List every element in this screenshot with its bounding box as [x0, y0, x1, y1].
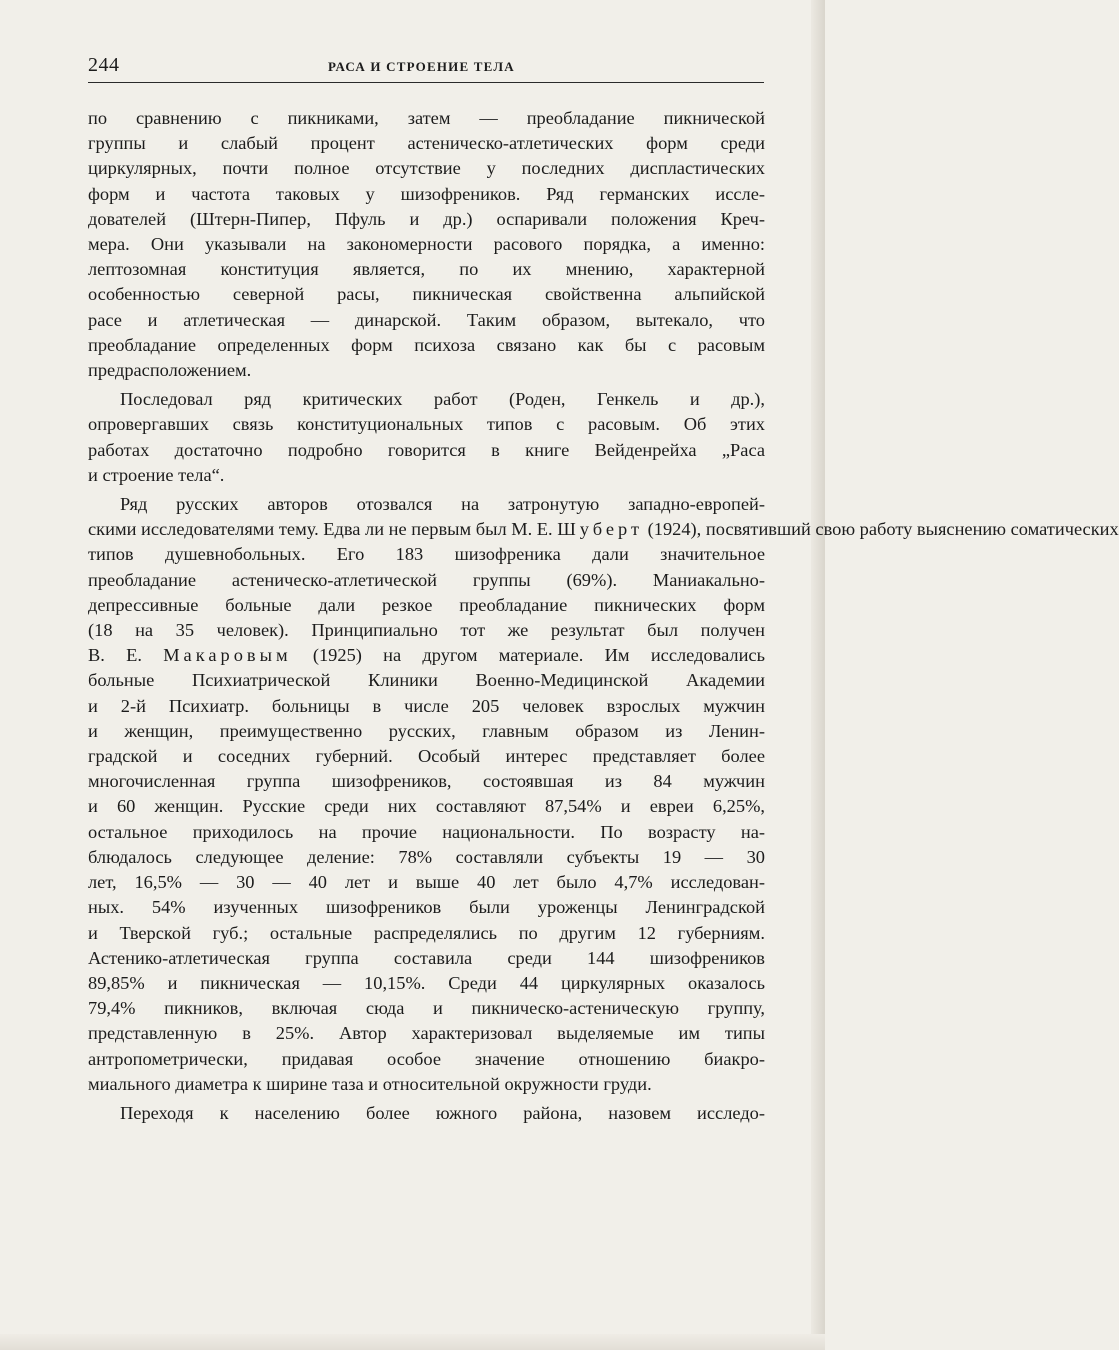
text-line: мера. Они указывали на закономерности расового порядка, а именно:	[88, 234, 765, 255]
text-line: Переходя к населению более южного района, назовем исследо-	[120, 1102, 765, 1123]
text-line: лет, 16,5% — 30 — 40 лет и выше 40 лет было 4,7% исследован-	[88, 872, 765, 893]
text-line: ных. 54% изученных шизофреников были уроженцы Ленинградской	[88, 897, 765, 918]
text-fragment: скими исследователями тему. Едва ли не первым был М. Е.	[88, 519, 553, 540]
body-text	[88, 106, 1119, 1130]
text-line: типов душевнобольных. Его 183 шизофреника дали значительное	[88, 544, 765, 565]
text-line: преобладание астеническо-атлетической группы (69%). Маниакально-	[88, 569, 765, 590]
paragraph-1	[88, 106, 765, 383]
text-line: преобладание определенных форм психоза связано как бы с расовым	[88, 334, 765, 355]
text-line: и Тверской губ.; остальные распределялись по другим 12 губерниям.	[88, 922, 765, 943]
page-bottom-edge	[0, 1334, 825, 1350]
running-header	[88, 52, 764, 83]
text-line: циркулярных, почти полное отсутствие у последних диспластических	[88, 158, 765, 179]
paragraph-4	[88, 1101, 765, 1126]
text-line: работах достаточно подробно говорится в книге Вейденрейха „Раса	[88, 439, 765, 460]
text-line: по сравнению с пикниками, затем — преобладание пикнической	[88, 108, 765, 128]
text-line: 89,85% и пикническая — 10,15%. Среди 44 циркулярных оказалось	[88, 972, 765, 993]
text-line: многочисленная группа шизофреников, состоявшая из 84 мужчин	[88, 771, 765, 792]
text-line: группы и слабый процент астеническо-атлетических форм среди	[88, 133, 765, 154]
paragraph-3	[88, 492, 1119, 1097]
text-line: Последовал ряд критических работ (Роден, Генкель и др.),	[120, 389, 765, 410]
text-line: и 60 женщин. Русские среди них составляют 87,54% и евреи 6,25%,	[88, 796, 765, 817]
page-number: 244	[88, 54, 120, 76]
text-line: (18 на 35 человек). Принципиально тот же результат был получен	[88, 620, 765, 641]
text-line: предрасположением.	[88, 360, 252, 381]
author-name-shubert: Шуберт	[557, 519, 644, 540]
running-title: РАСА И СТРОЕНИЕ ТЕЛА	[328, 59, 515, 74]
text-fragment: (1924), посвятивший свою работу выяснению соматических	[647, 519, 1119, 540]
text-line: Ряд русских авторов отозвался на затронутую западно-европей-	[120, 494, 765, 515]
text-line: миального диаметра к ширине таза и относительной окружности груди.	[88, 1073, 652, 1094]
text-fragment: В. Е.	[88, 645, 142, 666]
author-name-makarov: Макаровым	[163, 645, 292, 666]
text-line	[88, 517, 1119, 542]
text-line: расе и атлетическая — динарской. Таким образом, вытекало, что	[88, 309, 765, 330]
page-edge-shadow	[811, 0, 825, 1350]
text-line: 79,4% пикников, включая сюда и пикническо-астеническую группу,	[88, 998, 765, 1019]
text-line: и 2-й Психиатр. больницы в числе 205 человек взрослых мужчин	[88, 695, 765, 716]
text-fragment: (1925) на другом материале. Им исследовались	[312, 645, 765, 666]
text-line: градской и соседних губерний. Особый интерес представляет более	[88, 746, 765, 767]
text-line: опровергавших связь конституциональных типов с расовым. Об этих	[88, 414, 765, 435]
text-line: лептозомная конституция является, по их мнению, характерной	[88, 259, 765, 280]
text-line: особенностью северной расы, пикническая свойственна альпийской	[88, 284, 765, 305]
text-line: форм и частота таковых у шизофреников. Ряд германских иссле-	[88, 183, 765, 204]
text-line: дователей (Штерн-Пипер, Пфуль и др.) оспаривали положения Креч-	[88, 208, 765, 229]
text-line: и строение тела“.	[88, 464, 225, 485]
text-line: представленную в 25%. Автор характеризовал выделяемые им типы	[88, 1023, 765, 1044]
paragraph-2	[88, 387, 765, 488]
text-line: и женщин, преимущественно русских, главным образом из Ленин-	[88, 720, 765, 741]
text-line: Астенико-атлетическая группа составила среди 144 шизофреников	[88, 947, 765, 968]
text-line	[88, 643, 765, 668]
text-line: остальное приходилось на прочие национальности. По возрасту на-	[88, 821, 765, 842]
text-line: блюдалось следующее деление: 78% составляли субъекты 19 — 30	[88, 846, 765, 867]
text-line: больные Психиатрической Клиники Военно-Медицинской Академии	[88, 670, 765, 691]
text-line: антропометрически, придавая особое значение отношению биакро-	[88, 1048, 765, 1069]
text-line: депрессивные больные дали резкое преобладание пикнических форм	[88, 594, 765, 615]
